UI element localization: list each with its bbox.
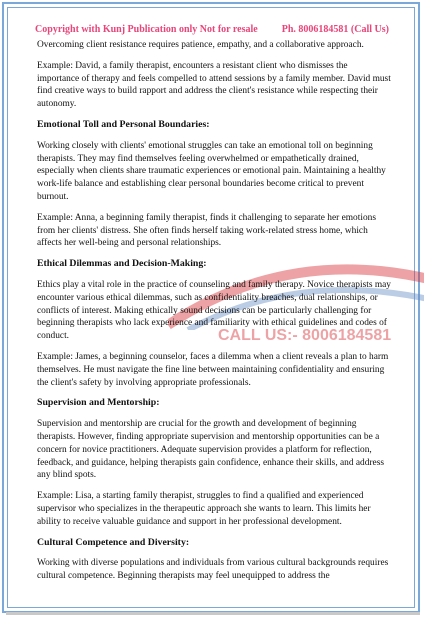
section-heading: Ethical Dilemmas and Decision-Making: [37, 258, 207, 270]
document-body [37, 39, 391, 591]
phone-number: Ph. 8006184581 (Call Us) [281, 24, 389, 35]
body-paragraph: Overcoming client resistance requires patience, empathy, and a collaborative approach. [37, 40, 364, 50]
body-paragraph: Example: David, a family therapist, encounters a resistant client who dismisses the importance of therapy and feels compelled to attend sessions by a family member. David must find creative ways to build rapport and address the client's resistance while respecting their autonomy. [37, 60, 391, 110]
body-paragraph: Working with diverse populations and individuals from various cultural backgrounds requires cultural competence. Beginning therapists may feel unequipped to address the [37, 558, 389, 582]
body-paragraph: Working closely with clients' emotional struggles can take an emotional toll on beginning therapists. They may find themselves feeling overwhelmed or empathetically drained, especially when clients share traumatic experiences or emotional pain. Maintaining a healthy work-life balance and establishing clear personal boundaries become critical to prevent burnout. [37, 140, 386, 202]
copyright-notice: Copyright with Kunj Publication only Not for resale [35, 24, 258, 35]
body-paragraph: Supervision and mentorship are crucial for the growth and development of beginning therapists. However, finding appropriate supervision and mentorship opportunities can be a concern for novice practitioners. Adequate supervision provides a platform for reflection, feedback, and guidance, helping therapists gain confidence, enhance their skills, and address any blind spots. [37, 419, 385, 481]
section-heading: Supervision and Mentorship: [37, 397, 160, 409]
page-header [0, 24, 424, 35]
body-paragraph: Example: Lisa, a starting family therapist, struggles to find a qualified and experienced supervisor who specializes in the therapeutic approach she wants to learn. This limits her ability to receive valuable guidance and support in her professional development. [37, 491, 371, 527]
body-paragraph: Example: James, a beginning counselor, faces a dilemma when a client reveals a plan to harm themselves. He must navigate the fine line between maintaining confidentiality and ensuring the client's safety by involving appropriate professionals. [37, 351, 389, 388]
page-shadow [6, 612, 420, 615]
section-heading: Emotional Toll and Personal Boundaries: [37, 118, 210, 130]
body-paragraph: Ethics play a vital role in the practice of counseling and family therapy. Novice therapists may encounter various ethical dilemmas, such as confidentiality breaches, dual relationships, or conflicts of interest. Making ethically sound decisions can be particularly challenging for beginning therapists who lack experience and familiarity with ethical guidelines and codes of conduct. [37, 279, 391, 342]
section-heading: Cultural Competence and Diversity: [37, 536, 190, 548]
watermark-call-text: CALL US:- 8006184581 [218, 327, 392, 344]
body-paragraph: Example: Anna, a beginning family therapist, finds it challenging to separate her emotions from her clients' distress. She often finds herself taking work-related stress home, which affects her well-being and personal relationships. [37, 212, 376, 249]
